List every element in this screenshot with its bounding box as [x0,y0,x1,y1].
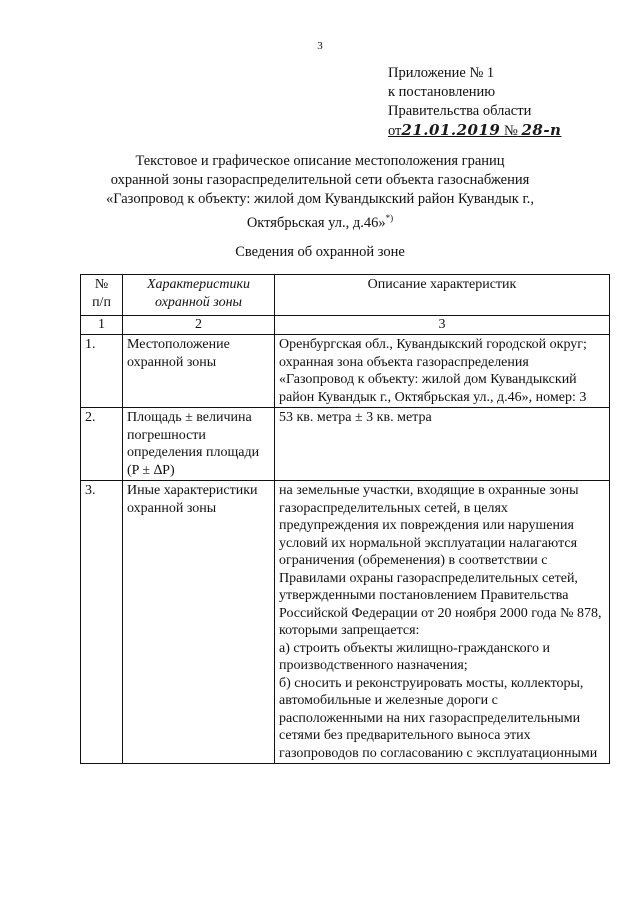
header-characteristics-line-1: Характеристики [146,277,251,292]
table-row [81,481,610,764]
appendix-date-line [388,121,561,141]
title-line-4 [0,209,640,233]
row-description-cell [275,481,610,764]
appendix-block [388,64,561,141]
row-characteristic: Площадь ± величина погрешности определения площади (P ± ∆P) [123,408,275,481]
header-description: Описание характеристик [275,275,610,316]
title-line-2: охранной зоны газораспределительной сети объекта газоснабжения [110,172,530,188]
row-description: на земельные участки, входящие в охранные зоны газораспределительных сетей, в целях предупреждения их повреждения или нарушения условий их нормальной эксплуатации налагаются ограничения (обременения) в соответствии с Правилами охраны газораспределительных сетей, утвержденными постановлением Правительства Российской Федерации от 20 ноября 2000 года № 878, которыми запрещается: [279,483,602,638]
appendix-line-3: Правительства области [388,103,532,119]
section-subtitle: Сведения об охранной зоне [235,244,405,260]
header-num-line-2: п/п [92,294,111,310]
column-index-row [81,316,610,335]
row-description: Оренбургская обл., Кувандыкский городской округ; охранная зона объекта газораспределения «Газопровод к объекту: жилой дом Кувандыкский район Кувандык г., Октябрьская ул., д.46», номер: 3 [275,335,610,408]
row-characteristic: Местоположение охранной зоны [123,335,275,408]
page-number: 3 [317,40,323,52]
title-line-3: «Газопровод к объекту: жилой дом Кувандыкский район Кувандык г., [105,191,535,207]
appendix-line-2: к постановлению [388,84,496,100]
footnote-mark: *) [385,213,394,223]
header-characteristics [123,275,275,316]
column-index-2: 2 [123,316,275,335]
column-index-1: 1 [81,316,123,335]
document-title [0,152,640,233]
column-index-3: 3 [275,316,610,335]
handwritten-date: 21.01.2019 [401,121,501,139]
row-number: 3. [81,481,123,764]
number-prefix: № [503,123,518,139]
table-row [81,408,610,481]
restriction-item-b: б) сносить и реконструировать мосты, коллекторы, автомобильные и железные дороги с расположенными на них газораспределительными сетями без предварительного выноса этих газопроводов по согласованию с эксплуатационными [279,675,598,761]
row-characteristic: Иные характеристики охранной зоны [123,481,275,764]
header-num [81,275,123,316]
table-header-row [81,275,610,316]
title-line-4-text: Октябрьская ул., д.46» [246,214,386,231]
header-characteristics-line-2: охранной зоны [154,294,243,310]
handwritten-number: 28-п [521,121,562,139]
date-prefix: от [388,123,402,139]
row-number: 1. [81,335,123,408]
row-description: 53 кв. метра ± 3 кв. метра [275,408,610,481]
title-line-1: Текстовое и графическое описание местоположения границ [135,153,505,169]
zone-info-table [80,274,610,764]
table-row [81,335,610,408]
appendix-line-1: Приложение № 1 [388,65,495,81]
header-num-line-1: № [94,277,109,292]
restriction-item-a: а) строить объекты жилищно-гражданского и производственного назначения; [279,640,550,673]
row-number: 2. [81,408,123,481]
